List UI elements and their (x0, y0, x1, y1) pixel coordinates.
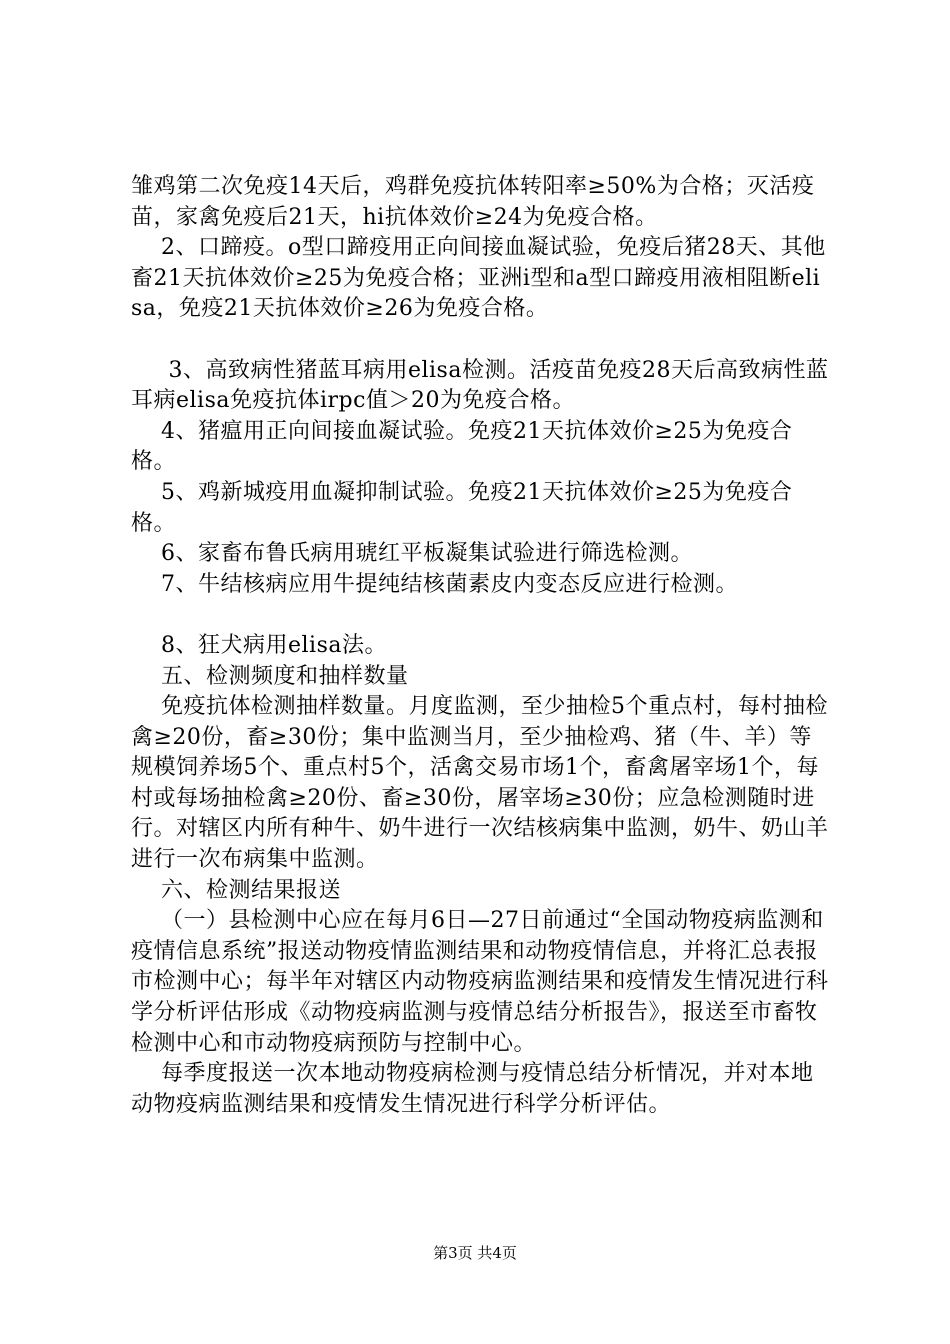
paragraph-swine-fever: 4、猪瘟用正向间接血凝试验。免疫21天抗体效价≥25为免疫合格。 (131, 418, 793, 475)
section-heading-frequency: 五、检测频度和抽样数量 (131, 663, 409, 689)
document-body (131, 172, 831, 1120)
paragraph-tuberculosis: 7、牛结核病应用牛提纯结核菌素皮内变态反应进行检测。 (131, 571, 738, 597)
paragraph-blue-ear: 3、高致病性猪蓝耳病用elisa检测。活疫苗免疫28天后高致病性蓝耳病elisa免疫抗体irpc值＞20为免疫合格。 (131, 357, 829, 414)
page-footer: 第3页 共4页 (433, 1244, 517, 1262)
paragraph-sampling: 免疫抗体检测抽样数量。月度监测，至少抽检5个重点村，每村抽检禽≥20份，畜≥30份；集中监测当月，至少抽检鸡、猪（牛、羊）等规模饲养场5个、重点村5个，活禽交易市场1个，畜禽屠宰场1个，每村或每场抽检禽≥20份、畜≥30份，屠宰场≥30份；应急检测随时进行。对辖区内所有种牛、奶牛进行一次结核病集中监测，奶牛、奶山羊进行一次布病集中监测。 (131, 694, 829, 873)
paragraph-reporting-quarterly: 每季度报送一次本地动物疫病检测与疫情总结分析情况，并对本地动物疫病监测结果和疫情发生情况进行科学分析评估。 (131, 1061, 814, 1117)
paragraph-brucellosis: 6、家畜布鲁氏病用琥红平板凝集试验进行筛选检测。 (131, 541, 693, 567)
paragraph-reporting-county: （一）县检测中心应在每月6日—27日前通过“全国动物疫病监测和疫情信息系统”报送动物疫情监测结果和动物疫情信息，并将汇总表报市检测中心；每半年对辖区内动物疫病监测结果和疫情发生情况进行科学分析评估形成《动物疫病监测与疫情总结分析报告》，报送至市畜牧检测中心和市动物疫病预防与控制中心。 (131, 908, 829, 1056)
section-heading-reporting: 六、检测结果报送 (131, 877, 341, 903)
paragraph-spacer (131, 600, 831, 631)
paragraph-spacer (131, 325, 831, 356)
paragraph-newcastle: 5、鸡新城疫用血凝抑制试验。免疫21天抗体效价≥25为免疫合格。 (131, 479, 793, 536)
paragraph-chicken-vaccine: 雏鸡第二次免疫14天后，鸡群免疫抗体转阳率≥50%为合格；灭活疫苗，家禽免疫后21天，hi抗体效价≥24为免疫合格。 (131, 174, 815, 230)
paragraph-foot-and-mouth: 2、口蹄疫。o型口蹄疫用正向间接血凝试验，免疫后猪28天、其他畜21天抗体效价≥25为免疫合格；亚洲i型和a型口蹄疫用液相阻断elisa，免疫21天抗体效价≥26为免疫合格。 (131, 235, 826, 322)
paragraph-rabies: 8、狂犬病用elisa法。 (131, 632, 387, 658)
